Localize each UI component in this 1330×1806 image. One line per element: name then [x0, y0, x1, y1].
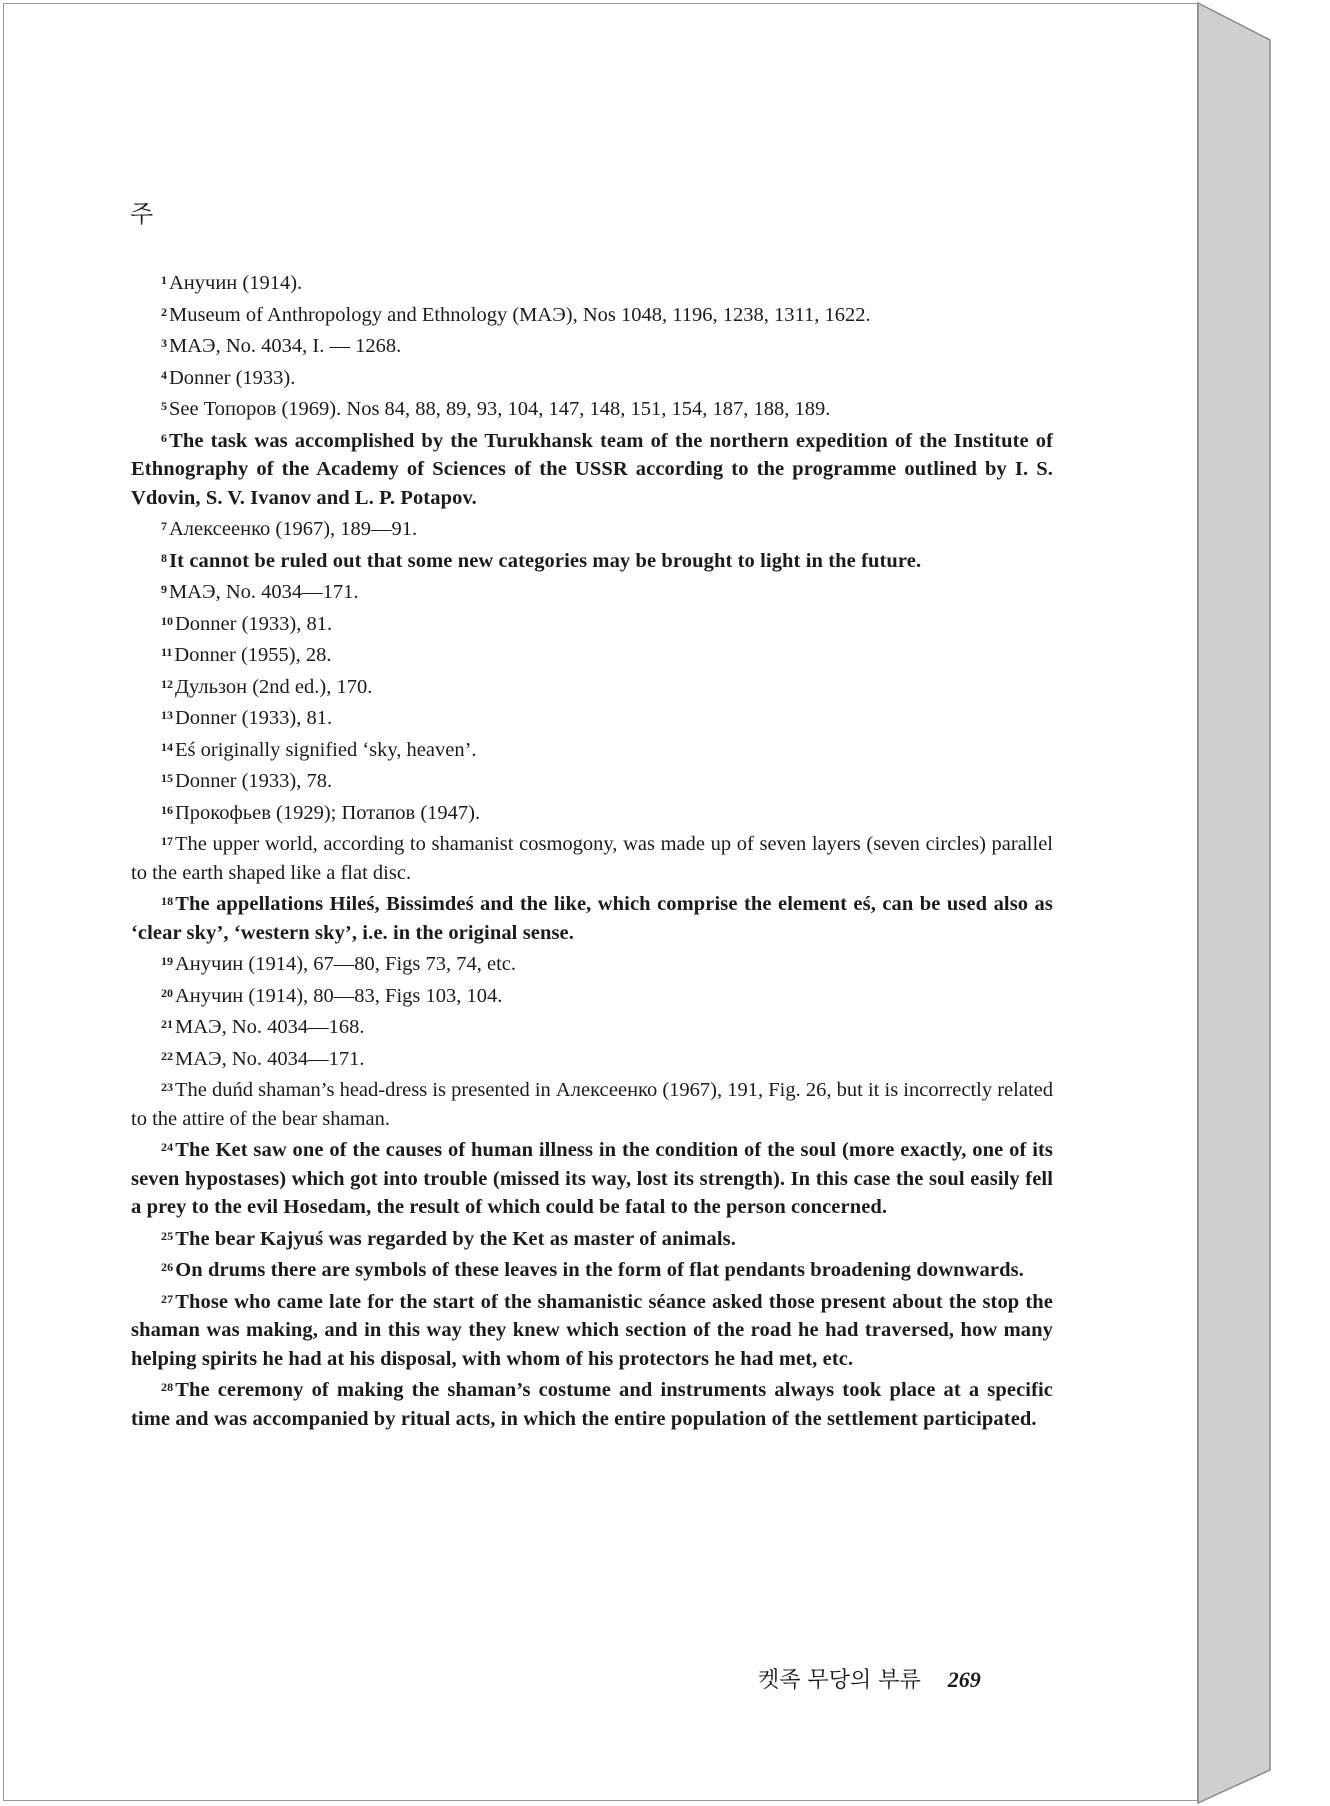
footnote: $^{28}$The ceremony of making the shaman’s costume and instruments always took place at a specific time and was accompanied by ritual acts, in which the entire population of the settlement participated.: [131, 1379, 1053, 1430]
footnote: $^8$It cannot be ruled out that some new categories may be brought to light in the future.: [161, 549, 922, 572]
footnote: $^{21}$MAЭ, No. 4034—168.: [161, 1016, 365, 1038]
footnote: $^{17}$The upper world, according to shamanist cosmogony, was made up of seven layers (seven circles) parallel to the earth shaped like a flat disc.: [131, 833, 1053, 884]
footnote: $^6$The task was accomplished by the Turukhansk team of the northern expedition of the Institute of Ethnography of the Academy of Sciences of the USSR according to the programme outlined by I. S. Vdovin, S. V. Ivanov and L. P. Potapov.: [131, 429, 1053, 509]
footnote: $^{14}$Eś originally signified ‘sky, heaven’.: [161, 738, 477, 761]
footnote: $^{23}$The duńd shaman’s head-dress is presented in Алексеенко (1967), 191, Fig. 26, but it is incorrectly related to the attire of the bear shaman.: [131, 1079, 1053, 1130]
footnote: $^{25}$The bear Kajyuś was regarded by the Ket as master of animals.: [161, 1227, 736, 1250]
footnote: $^{20}$Анучин (1914), 80—83, Figs 103, 104.: [161, 984, 503, 1007]
footnote: $^3$MAЭ, No. 4034, I. — 1268.: [161, 335, 402, 357]
footnote: $^4$Donner (1933).: [161, 366, 296, 389]
footnote: $^{11}$Donner (1955), 28.: [161, 644, 332, 666]
footnote: $^{15}$Donner (1933), 78.: [161, 770, 333, 792]
footnote: $^{10}$Donner (1933), 81.: [161, 612, 333, 635]
footnote: $^{26}$On drums there are symbols of these leaves in the form of flat pendants broadening downwards.: [161, 1259, 1024, 1281]
footnote: $^9$MAЭ, No. 4034—171.: [161, 581, 359, 603]
footnote: $^{22}$MAЭ, No. 4034—171.: [161, 1047, 365, 1070]
footnote: $^{13}$Donner (1933), 81.: [161, 707, 333, 729]
footnote: $^{27}$Those who came late for the start of the shamanistic séance asked those present about the stop the shaman was making, and in this way they knew which section of the road he had traversed, how many helping spirits he had at his disposal, with whom of his protectors he had met, etc.: [131, 1290, 1053, 1370]
footnote: $^{16}$Прокофьев (1929); Потапов (1947).: [161, 801, 481, 824]
footnote: $^2$Museum of Anthropology and Ethnology (MAЭ), Nos 1048, 1196, 1238, 1311, 1622.: [161, 303, 871, 326]
footnote: $^{24}$The Ket saw one of the causes of human illness in the condition of the soul (more exactly, one of its seven hypostases) which got into trouble (missed its way, lost its strength). In this case the soul easily fell a prey to the evil Hosedam, the result of which could be fatal to the person concerned.: [131, 1139, 1053, 1218]
footnote: $^7$Алексеенко (1967), 189—91.: [161, 518, 418, 540]
running-title: 켓족 무당의 부류: [758, 1668, 921, 1693]
spine-face: [1198, 3, 1270, 1803]
footnote: $^5$See Топоров (1969). Nos 84, 88, 89, 93, 104, 147, 148, 151, 154, 187, 188, 189.: [161, 398, 831, 420]
footnote: $^{19}$Анучин (1914), 67—80, Figs 73, 74, etc.: [161, 953, 517, 975]
footnote: $^{12}$Дульзон (2nd ed.), 170.: [161, 675, 373, 698]
footnote: $^1$Анучин (1914).: [161, 272, 303, 294]
footnote: $^{18}$The appellations Hileś, Bissimdeś and the like, which comprise the element eś, can be used also as ‘clear sky’, ‘western sky’, i.e. in the original sense.: [131, 893, 1053, 944]
page-number: 269: [947, 1667, 981, 1692]
notes-heading: 주: [130, 200, 154, 228]
